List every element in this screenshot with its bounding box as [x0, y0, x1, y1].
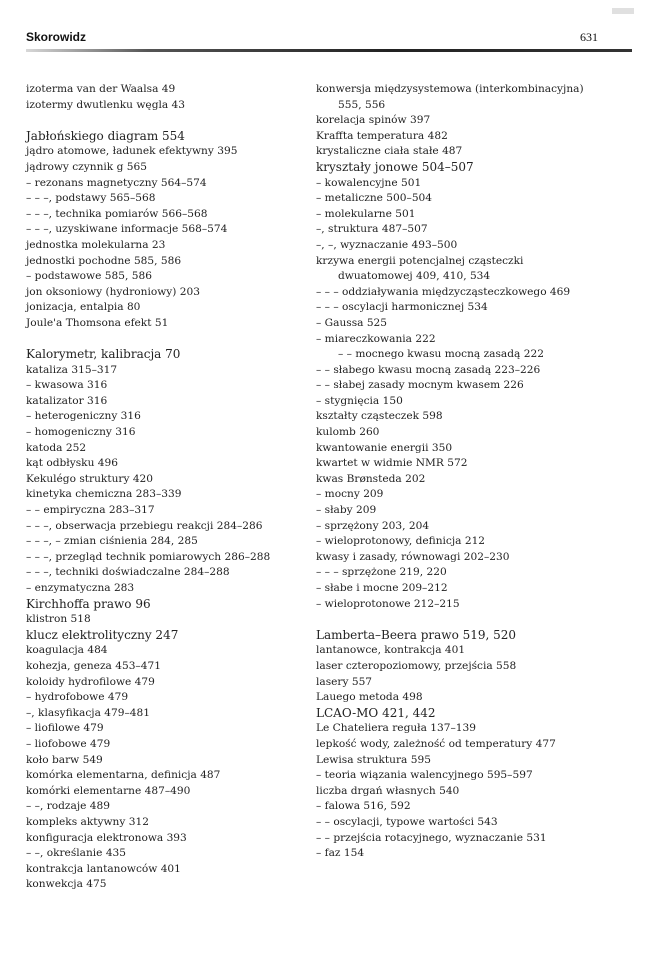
index-entry: laser czteropoziomowy, przejścia 558 — [316, 659, 517, 672]
index-entry: Jabłońskiego diagram 554 — [26, 128, 185, 143]
index-entry: Joule'a Thomsona efekt 51 — [26, 316, 169, 329]
index-entry: krystaliczne ciała stałe 487 — [316, 145, 463, 158]
index-entry: kompleks aktywny 312 — [26, 815, 149, 828]
index-entry: –, –, wyznaczanie 493–500 — [316, 238, 458, 251]
index-entry: kwantowanie energii 350 — [316, 441, 453, 454]
index-entry: komórki elementarne 487–490 — [26, 784, 191, 797]
index-entry: lantanowce, kontrakcja 401 — [316, 644, 466, 657]
index-entry: – rezonans magnetyczny 564–574 — [26, 176, 207, 189]
index-entry: jonizacja, entalpia 80 — [26, 301, 141, 314]
index-entry: – miareczkowania 222 — [316, 332, 436, 345]
index-entry: lasery 557 — [316, 675, 373, 688]
index-entry: – wieloprotonowy, definicja 212 — [316, 535, 486, 548]
index-entry: – wieloprotonowe 212–215 — [316, 597, 460, 610]
index-entry: – teoria wiązania walencyjnego 595–597 — [316, 769, 533, 782]
index-entry: – – słabego kwasu mocną zasadą 223–226 — [316, 363, 541, 376]
header-rule — [26, 49, 632, 52]
index-entry: –, struktura 487–507 — [316, 223, 428, 236]
index-entry: jądro atomowe, ładunek efektywny 395 — [26, 145, 238, 158]
index-entry: Kalorymetr, kalibracja 70 — [26, 347, 181, 362]
index-entry: – –, określanie 435 — [26, 847, 127, 860]
index-entry: – –, rodzaje 489 — [26, 800, 110, 813]
page-number: 631 — [580, 30, 598, 44]
index-entry: – mocny 209 — [316, 488, 384, 501]
index-gap — [316, 612, 598, 628]
index-entry: konfiguracja elektronowa 393 — [26, 831, 187, 844]
index-entry: Lamberta–Beera prawo 519, 520 — [316, 627, 517, 642]
index-entry: – – empiryczna 283–317 — [26, 504, 155, 517]
index-entry: izotermy dwutlenku węgla 43 — [26, 98, 186, 111]
index-entry: izoterma van der Waalsa 49 — [26, 83, 176, 95]
index-entry: – kwasowa 316 — [26, 379, 108, 392]
index-entry: – homogeniczny 316 — [26, 426, 136, 439]
running-head: Skorowidz — [26, 30, 87, 44]
index-entry: kontrakcja lantanowców 401 — [26, 862, 181, 875]
index-entry: – liofobowe 479 — [26, 737, 111, 750]
index-entry: – faz 154 — [316, 847, 365, 860]
index-entry: – hydrofobowe 479 — [26, 691, 129, 704]
index-entry: kinetyka chemiczna 283–339 — [26, 488, 182, 501]
index-entry: – słaby 209 — [316, 504, 377, 517]
index-entry: – sprzężony 203, 204 — [316, 519, 430, 532]
index-entry: – – –, – zmian ciśnienia 284, 285 — [26, 535, 198, 548]
index-entry: – – – oscylacji harmonicznej 534 — [316, 301, 488, 314]
index-entry: kwartet w widmie NMR 572 — [316, 457, 468, 470]
index-entry: – – słabej zasady mocnym kwasem 226 — [316, 379, 524, 392]
index-entry: katalizator 316 — [26, 394, 108, 407]
index-column-left — [26, 82, 296, 893]
scan-corner-mark — [612, 8, 634, 14]
index-entry: – – przejścia rotacyjnego, wyznaczanie 531 — [316, 831, 547, 844]
index-column-right — [316, 82, 598, 862]
index-entry: – – –, techniki doświadczalne 284–288 — [26, 566, 230, 579]
index-entry: – stygnięcia 150 — [316, 394, 403, 407]
index-entry: – – –, podstawy 565–568 — [26, 192, 156, 205]
index-entry: Le Chateliera reguła 137–139 — [316, 722, 477, 735]
index-entry: Lauego metoda 498 — [316, 691, 423, 704]
index-entry: kwas Brønsteda 202 — [316, 472, 426, 485]
index-entry: kształty cząsteczek 598 — [316, 410, 443, 423]
index-entry: kwasy i zasady, równowagi 202–230 — [316, 550, 510, 563]
index-entry: Kraffta temperatura 482 — [316, 129, 448, 142]
index-entry: – Gaussa 525 — [316, 316, 388, 329]
index-entry: Kirchhoffa prawo 96 — [26, 596, 151, 611]
index-entry: – metaliczne 500–504 — [316, 192, 433, 205]
index-entry: kąt odbłysku 496 — [26, 457, 118, 470]
index-entry: – – –, obserwacja przebiegu reakcji 284–286 — [26, 519, 263, 532]
index-entry: koło barw 549 — [26, 753, 103, 766]
index-entry: – heterogeniczny 316 — [26, 410, 141, 423]
index-entry: jon oksoniowy (hydroniowy) 203 — [26, 285, 201, 298]
index-entry: kataliza 315–317 — [26, 363, 118, 376]
index-entry: kulomb 260 — [316, 426, 380, 439]
index-entry: – – – sprzężone 219, 220 — [316, 566, 447, 579]
index-entry: konwekcja 475 — [26, 878, 107, 891]
index-entry: liczba drgań własnych 540 — [316, 784, 460, 797]
index-entry: kryształy jonowe 504–507 — [316, 159, 474, 174]
index-entry: – kowalencyjne 501 — [316, 176, 422, 189]
index-gap — [26, 332, 296, 348]
index-entry: – – –, technika pomiarów 566–568 — [26, 207, 208, 220]
index-entry: jednostka molekularna 23 — [26, 238, 166, 251]
index-entry: –, klasyfikacja 479–481 — [26, 706, 151, 719]
index-entry: – słabe i mocne 209–212 — [316, 582, 448, 594]
index-gap — [26, 113, 296, 129]
index-entry: jądrowy czynnik g 565 — [26, 160, 147, 173]
page-header — [26, 30, 598, 48]
index-entry: klucz elektrolityczny 247 — [26, 627, 179, 642]
index-entry: – – –, przegląd technik pomiarowych 286–288 — [26, 550, 271, 563]
index-entry: koloidy hydrofilowe 479 — [26, 675, 155, 688]
index-entry: konwersja międzysystemowa (interkombinacyjna) 555, 556 — [316, 83, 584, 111]
index-entry: jednostki pochodne 585, 586 — [26, 254, 182, 267]
index-entry: koagulacja 484 — [26, 644, 108, 657]
index-entry: – – – oddziaływania międzycząsteczkowego 469 — [316, 285, 571, 298]
index-entry: – molekularne 501 — [316, 207, 416, 220]
index-entry: Lewisa struktura 595 — [316, 753, 431, 766]
index-entry: komórka elementarna, definicja 487 — [26, 769, 221, 782]
index-entry: – podstawowe 585, 586 — [26, 270, 152, 283]
index-entry: – – oscylacji, typowe wartości 543 — [316, 815, 498, 828]
index-entry: lepkość wody, zależność od temperatury 477 — [316, 737, 556, 750]
index-entry: korelacja spinów 397 — [316, 114, 431, 127]
index-entry: krzywa energii potencjalnej cząsteczki dwuatomowej 409, 410, 534 — [316, 254, 524, 283]
index-entry: – liofilowe 479 — [26, 722, 104, 735]
index-entry: Kekulégo struktury 420 — [26, 472, 154, 485]
index-entry: – enzymatyczna 283 — [26, 582, 135, 594]
index-entry: klistron 518 — [26, 613, 91, 626]
index-entry: katoda 252 — [26, 441, 87, 454]
index-entry: LCAO-MO 421, 442 — [316, 705, 436, 720]
index-entry: kohezja, geneza 453–471 — [26, 659, 161, 672]
index-entry: – – –, uzyskiwane informacje 568–574 — [26, 223, 228, 236]
index-entry: – falowa 516, 592 — [316, 800, 411, 813]
index-entry: – – mocnego kwasu mocną zasadą 222 — [338, 348, 544, 361]
